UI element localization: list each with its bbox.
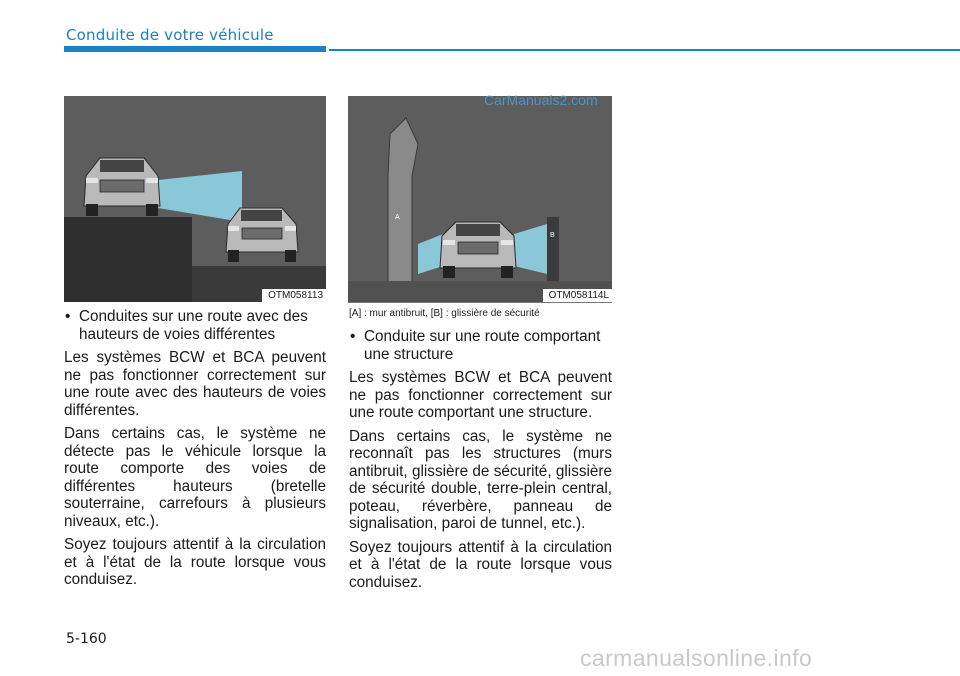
figure-caption: [A] : mur antibruit, [B] : glissière de sécurité <box>349 308 540 319</box>
illustration-lane-heights <box>64 96 326 302</box>
paragraph: Les systèmes BCW et BCA peuvent ne pas fonctionner correctement sur une route comportant une structure. <box>349 369 612 421</box>
guardrail-post <box>547 217 559 291</box>
section-title: Conduite de votre véhicule <box>66 26 274 44</box>
paragraph: Les systèmes BCW et BCA peuvent ne pas fonctionner correctement sur une route avec des hauteurs de voies différentes. <box>64 349 326 419</box>
label-a: A <box>395 214 400 221</box>
watermark-bottom: carmanualsonline.info <box>580 645 813 671</box>
left-column <box>64 308 326 595</box>
header-rule-thin <box>329 49 960 51</box>
caption-divider <box>348 302 612 303</box>
header-rule-thick <box>64 46 326 52</box>
figure-different-lane-heights <box>64 96 326 302</box>
raised-road-block <box>64 217 192 302</box>
bullet-lane-heights: • Conduites sur une route avec des hauteurs de voies différentes <box>64 308 326 343</box>
figure-road-structure <box>348 96 612 302</box>
right-column <box>349 308 612 597</box>
label-b: B <box>550 232 555 239</box>
paragraph: Dans certains cas, le système ne reconnaît pas les structures (murs antibruit, glissière de sécurité, glissière de sécurité double, terre-plein central, poteau, réverbère, panneau de signalisation, paroi de tunnel, etc.). <box>349 427 612 532</box>
watermark-top: CarManuals2.com <box>484 92 598 108</box>
figure-code: OTM058114L <box>543 289 612 302</box>
bullet-road-structure: • Conduite sur une route comportant une structure <box>349 328 612 363</box>
figure-code: OTM058113 <box>262 289 326 302</box>
illustration-road-structure <box>348 96 612 302</box>
paragraph: Soyez toujours attentif à la circulation et à l'état de la route lorsque vous conduisez. <box>64 536 326 588</box>
paragraph: Soyez toujours attentif à la circulation et à l'état de la route lorsque vous conduisez. <box>349 538 612 591</box>
page-number: 5-160 <box>66 631 107 647</box>
paragraph: Dans certains cas, le système ne détecte pas le véhicule lorsque la route comporte des voies de différentes hauteurs (bretelle souterraine, carrefours à plusieurs niveaux, etc.). <box>64 425 326 530</box>
